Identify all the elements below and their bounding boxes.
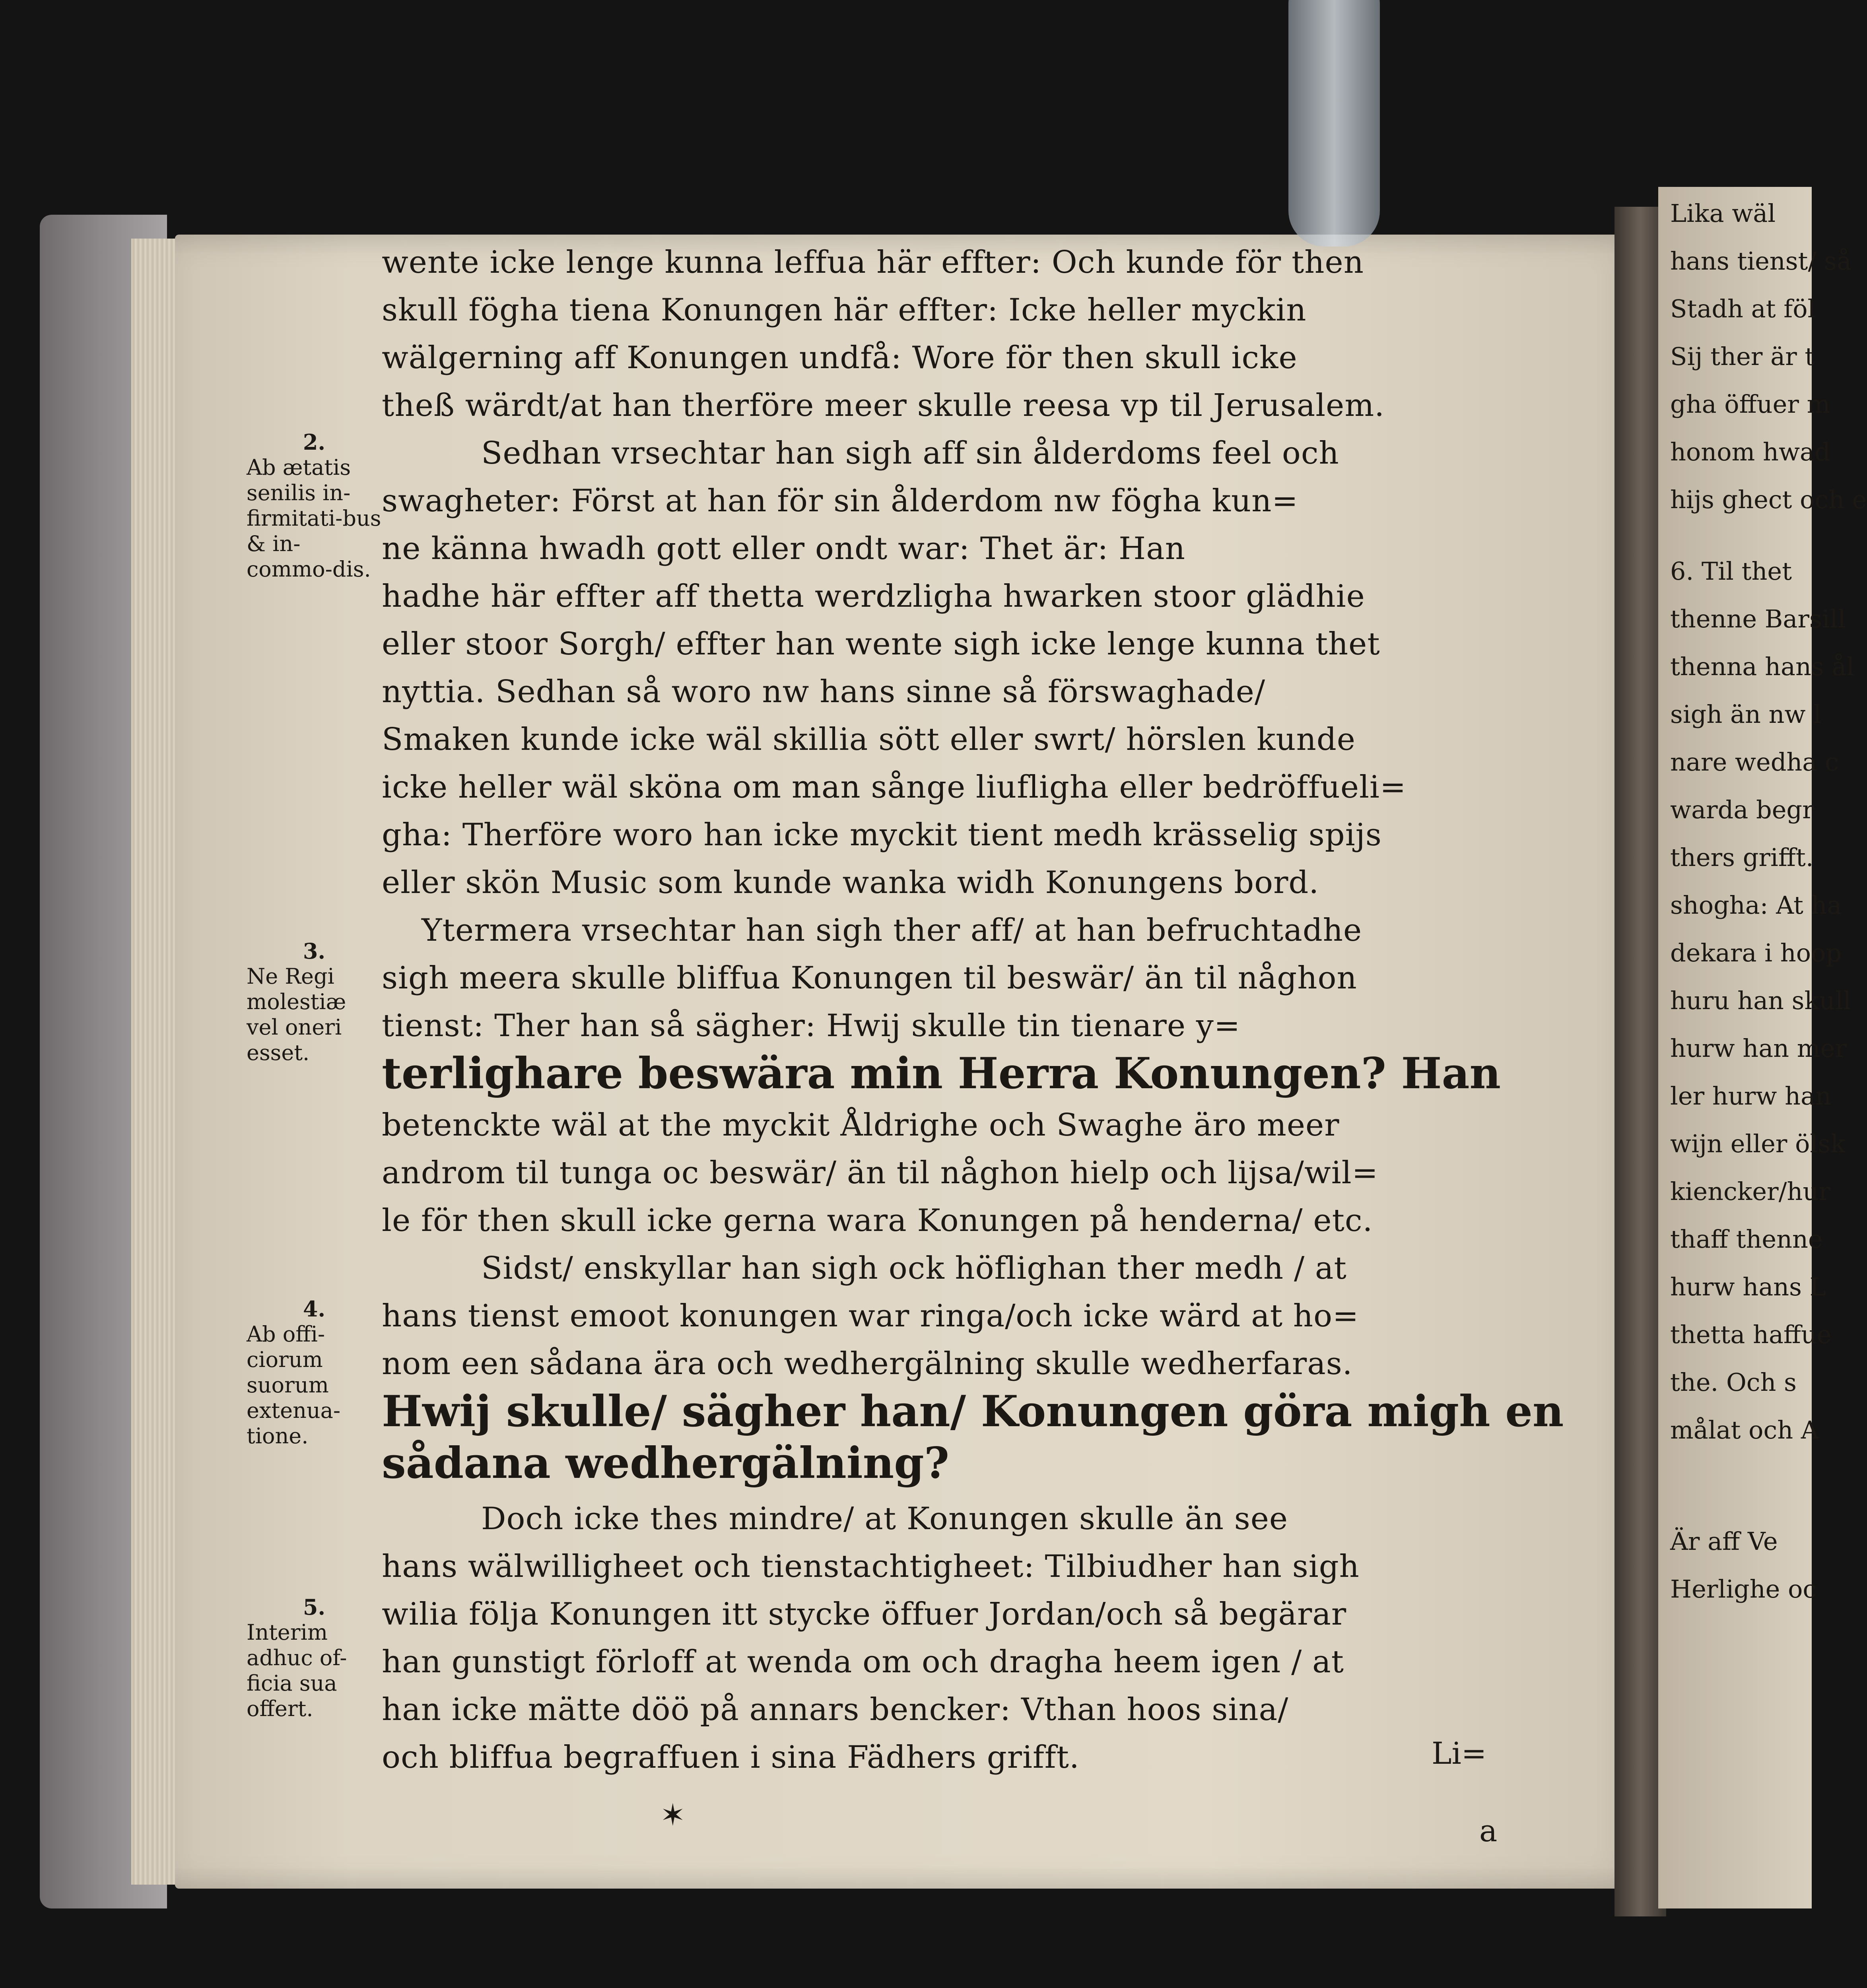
- text-line: skull fögha tiena Konungen här effter: Icke heller myckin: [382, 292, 1307, 328]
- right-page-line: Lika wäl: [1670, 199, 1776, 228]
- right-page-line: hans tienst/ så: [1670, 247, 1851, 276]
- right-page-line: Stadh at föl: [1670, 294, 1816, 323]
- margin-note-text: Ab ætatis senilis in-firmitati-bus & in-commo-dis.: [247, 455, 381, 582]
- text-line: gha: Therföre woro han icke myckit tient medh krässelig spijs: [382, 817, 1382, 853]
- text-line: han icke mätte döö på annars bencker: Vthan hoos sina/: [382, 1692, 1289, 1728]
- text-line: hans wälwilligheet och tienstachtigheet: Tilbiudher han sigh: [382, 1549, 1360, 1584]
- margin-note-4: [247, 1296, 382, 1449]
- right-page-line: Herlighe oc: [1670, 1574, 1817, 1604]
- catchword: Li=: [1432, 1736, 1487, 1771]
- margin-note-text: Interim adhuc of-ficia sua offert.: [247, 1620, 347, 1721]
- right-page-line: shogha: At ha: [1670, 891, 1842, 920]
- right-page-line: Är aff Ve: [1670, 1527, 1778, 1556]
- text-line: nom een sådana ära och wedhergälning skulle wedherfaras.: [382, 1346, 1353, 1382]
- right-page-line: huru han skull: [1670, 986, 1851, 1015]
- right-page-line: warda begr: [1670, 795, 1814, 824]
- text-line: icke heller wäl sköna om man sånge liufligha eller bedröffueli=: [382, 769, 1407, 805]
- signature-mark: a: [1479, 1813, 1498, 1848]
- text-line: nyttia. Sedhan så woro nw hans sinne så förswaghade/: [382, 674, 1266, 710]
- bottom-ornament: ✶: [660, 1797, 686, 1833]
- right-page-line: honom hwad: [1670, 437, 1830, 466]
- right-page-line: Sij ther är t: [1670, 342, 1815, 371]
- margin-note-2: [247, 429, 382, 582]
- text-line: sigh meera skulle bliffua Konungen til beswär/ än til någhon: [382, 960, 1357, 996]
- margin-note-3: [247, 938, 382, 1066]
- right-page-line: thers grifft.: [1670, 843, 1814, 872]
- text-line: wälgerning aff Konungen undfå: Wore för then skull icke: [382, 340, 1298, 376]
- book-clip-top: [1288, 0, 1380, 247]
- right-page-line: thenna hans ål: [1670, 652, 1855, 681]
- text-line: hadhe här effter aff thetta werdzligha hwarken stoor glädhie: [382, 579, 1365, 614]
- right-page-line: hijs ghect och e: [1670, 485, 1867, 514]
- text-line: eller stoor Sorgh/ effter han wente sigh icke lenge kunna thet: [382, 626, 1380, 662]
- right-page-line: wijn eller ölsk: [1670, 1129, 1846, 1158]
- right-page-line: thenne Barsill: [1670, 604, 1846, 633]
- text-line: och bliffua begraffuen i sina Fädhers grifft.: [382, 1740, 1080, 1775]
- text-line: Hwij skulle/ sägher han/ Konungen göra migh en: [382, 1386, 1564, 1437]
- right-page-line: målat och A: [1670, 1415, 1819, 1444]
- text-line: sådana wedhergälning?: [382, 1438, 950, 1488]
- text-line: Sedhan vrsechtar han sigh aff sin ålderdoms feel och: [481, 435, 1339, 471]
- right-page-line: thetta haffue: [1670, 1320, 1832, 1349]
- right-page-line: dekara i hoop: [1670, 938, 1842, 967]
- text-line: tienst: Ther han så sägher: Hwij skulle tin tienare y=: [382, 1008, 1241, 1044]
- margin-note-5: [247, 1594, 382, 1722]
- margin-note-number: 4.: [303, 1296, 326, 1322]
- main-text-block: [382, 239, 1564, 1940]
- text-line: le för then skull icke gerna wara Konungen på henderna/ etc.: [382, 1203, 1373, 1239]
- right-page-line: hurw han mer: [1670, 1034, 1847, 1063]
- margin-note-number: 3.: [303, 938, 326, 964]
- margin-note-text: Ne Regi molestiæ vel oneri esset.: [247, 964, 346, 1065]
- text-line: Sidst/ enskyllar han sigh ock höflighan ther medh / at: [481, 1250, 1347, 1286]
- text-line: terlighare beswära min Herra Konungen? Han: [382, 1048, 1501, 1099]
- text-line: wente icke lenge kunna leffua här effter: Och kunde för then: [382, 245, 1364, 280]
- text-line: theß wärdt/at han therföre meer skulle reesa vp til Jerusalem.: [382, 388, 1385, 423]
- text-line: han gunstigt förloff at wenda om och dragha heem igen / at: [382, 1644, 1344, 1680]
- text-line: androm til tunga oc beswär/ än til någhon hielp och lijsa/wil=: [382, 1155, 1378, 1191]
- right-page-line: the. Och s: [1670, 1368, 1797, 1397]
- right-page-line: thaff thenne: [1670, 1225, 1823, 1254]
- margin-note-number: 5.: [303, 1594, 326, 1620]
- right-page-line: gha öffuer m: [1670, 390, 1830, 419]
- text-line: Ytermera vrsechtar han sigh ther aff/ at han befruchtadhe: [422, 912, 1362, 948]
- text-line: betenckte wäl at the myckit Åldrighe och Swaghe äro meer: [382, 1107, 1340, 1143]
- text-line: wilia följa Konungen itt stycke öffuer Jordan/och så begärar: [382, 1596, 1347, 1632]
- margin-note-number: 2.: [303, 429, 326, 455]
- right-page-line: kiencker/hur: [1670, 1177, 1831, 1206]
- text-line: swagheter: Först at han för sin ålderdom nw fögha kun=: [382, 483, 1298, 519]
- right-page-line: ler hurw han: [1670, 1081, 1831, 1110]
- text-line: hans tienst emoot konungen war ringa/och icke wärd at ho=: [382, 1298, 1359, 1334]
- right-page-line: hurw hans L: [1670, 1272, 1826, 1301]
- text-line: Doch icke thes mindre/ at Konungen skulle än see: [481, 1501, 1288, 1537]
- text-line: eller skön Music som kunde wanka widh Konungens bord.: [382, 865, 1319, 901]
- right-page-line: 6. Til thet: [1670, 557, 1792, 586]
- text-line: ne känna hwadh gott eller ondt war: Thet är: Han: [382, 531, 1185, 567]
- margin-note-text: Ab offi-ciorum suorum extenua-tione.: [247, 1322, 341, 1448]
- right-page-line: nare wedha c: [1670, 747, 1839, 777]
- right-page-line: sigh än nw l: [1670, 700, 1822, 729]
- text-line: Smaken kunde icke wäl skillia sött eller swrt/ hörslen kunde: [382, 722, 1356, 757]
